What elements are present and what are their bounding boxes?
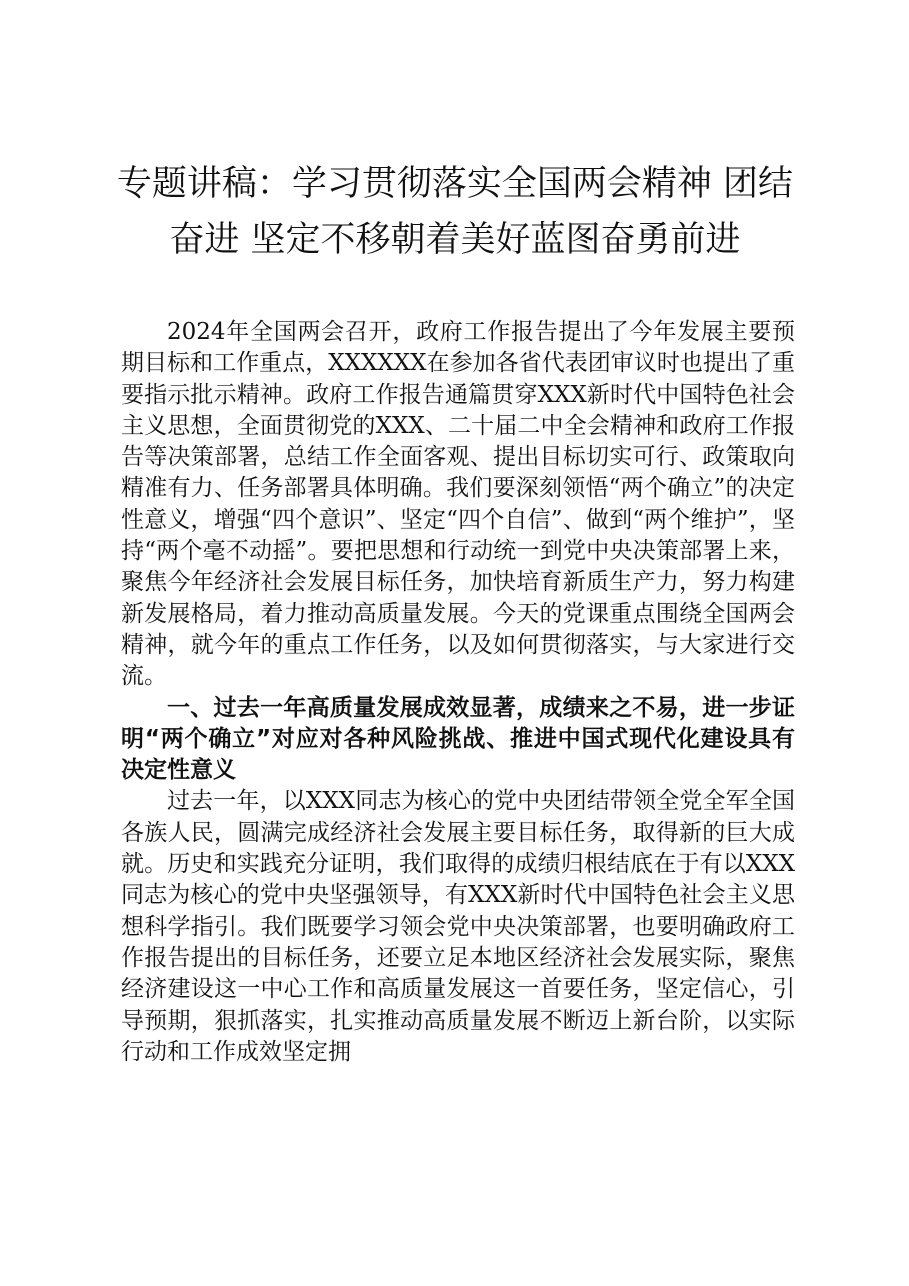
document-body [121, 317, 795, 1068]
section-1-paragraph: 过去一年，以XXX同志为核心的党中央团结带领全党全军全国各族人民，圆满完成经济社会发展主要目标任务，取得新的巨大成就。历史和实践充分证明，我们取得的成绩归根结底在于有以XXX同志为核心的党中央坚强领导，有XXX新时代中国特色社会主义思想科学指引。我们既要学习领会党中央决策部署，也要明确政府工作报告提出的目标任务，还要立足本地区经济社会发展实际，聚焦经济建设这一中心工作和高质量发展这一首要任务，坚定信心，引导预期，狠抓落实，扎实推动高质量发展不断迈上新台阶，以实际行动和工作成效坚定拥 [121, 788, 795, 1065]
document-title [110, 156, 800, 268]
title-line-2: 奋进 坚定不移朝着美好蓝图奋勇前进 [169, 220, 741, 260]
section-heading-1: 一、过去一年高质量发展成效显著，成绩来之不易，进一步证明“两个确立”对应对各种风险挑战、推进中国式现代化建设具有决定性意义 [121, 694, 795, 784]
intro-paragraph: 2024年全国两会召开，政府工作报告提出了今年发展主要预期目标和工作重点，XXXXXX在参加各省代表团审议时也提出了重要指示批示精神。政府工作报告通篇贯穿XXX新时代中国特色社会主义思想，全面贯彻党的XXX、二十届二中全会精神和政府工作报告等决策部署，总结工作全面客观、提出目标切实可行、政策取向精准有力、任务部署具体明确。我们要深刻领悟“两个确立”的决定性意义，增强“四个意识”、坚定“四个自信”、做到“两个维护”，坚持“两个毫不动摇”。要把思想和行动统一到党中央决策部署上来，聚焦今年经济社会发展目标任务，加快培育新质生产力，努力构建新发展格局，着力推动高质量发展。今天的党课重点围绕全国两会精神，就今年的重点工作任务，以及如何贯彻落实，与大家进行交流。 [121, 319, 795, 690]
title-line-1: 专题讲稿：学习贯彻落实全国两会精神 团结 [116, 164, 794, 204]
